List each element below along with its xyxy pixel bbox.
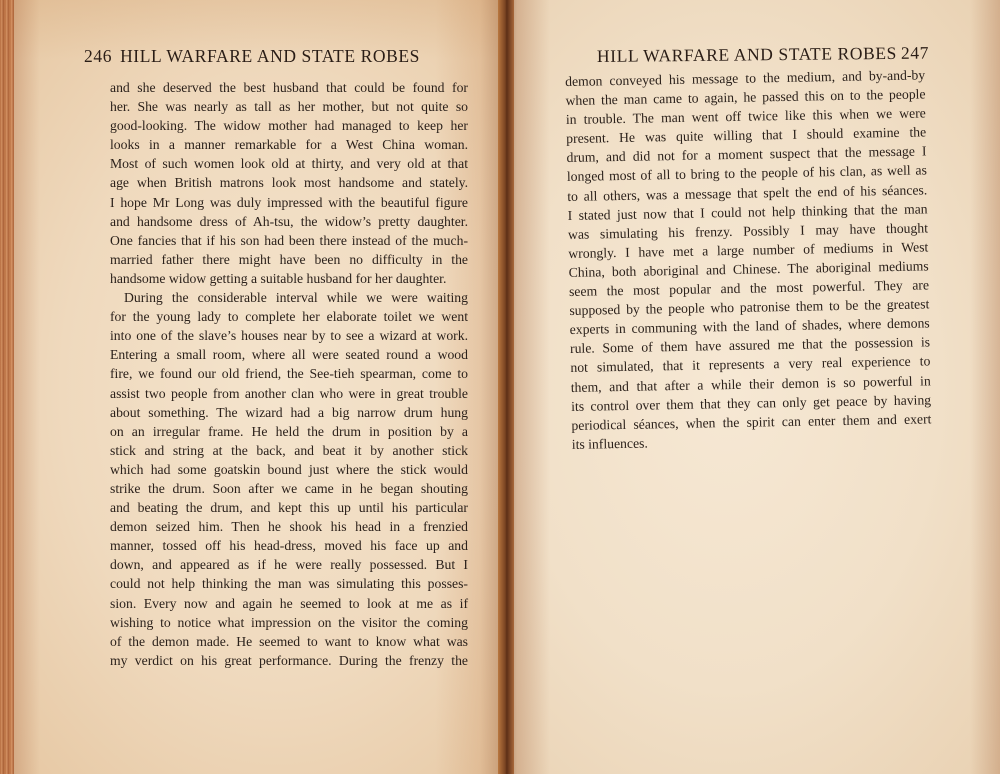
text-line: about something. The wizard had a big narrow drum hung (110, 404, 468, 420)
text-line: them, and that after a while their demon is so powerful in (570, 372, 931, 395)
text-line: During the considerable interval while we were waiting (124, 290, 468, 306)
text-line: age when British matrons look most handsome and stately. (110, 175, 468, 191)
text-line: its control over them that they can only get peace by having (570, 391, 932, 414)
text-line: its influences. (571, 435, 648, 452)
text-line: good-looking. The widow mother had managed to keep her (110, 118, 468, 134)
text-line: I hope Mr Long was duly impressed with the beautiful figure (110, 194, 468, 210)
text-line: into one of the slave’s houses near by to see a wizard at work. (110, 328, 468, 344)
text-line: seem the most popular and the most powerful. They are (568, 277, 930, 299)
text-line: demon conveyed his message to the medium, and by-and-by (565, 67, 926, 89)
text-line: rule. Some of them have assured me that the possession is (569, 334, 931, 357)
text-line: stick and string at the back, and beat it by another stick (110, 442, 468, 458)
text-line: not simulated, that it represents a very real experience to (570, 353, 931, 376)
text-line: Most of such women look old at thirty, and very old at that (110, 156, 468, 172)
text-line: my verdict on his great performance. During the frenzy the (110, 652, 468, 668)
text-line: looks in a manner remarkable for a West China woman. (110, 137, 468, 153)
text-line: experts in communing with the land of shades, where demons (569, 315, 930, 338)
text-line: longed most of all to bring to the people of his clan, as well as (566, 162, 928, 185)
left-page-number: 246 (84, 46, 113, 66)
text-line: strike the drum. Soon after we came in he began shouting (110, 480, 468, 496)
text-line: which had some goatskin bound just where the stick would (110, 461, 468, 477)
text-line: present. He was quite willing that I should examine the (566, 124, 927, 147)
text-line: for the young lady to complete her elaborate toilet we went (110, 309, 468, 325)
page-edges (0, 0, 14, 774)
right-page-body (565, 65, 932, 453)
right-page-header (597, 43, 929, 67)
text-line: One fancies that if his son had been there instead of the much- (110, 232, 468, 248)
text-line: of the demon made. He seemed to want to know what was (110, 633, 468, 649)
left-running-head: HILL WARFARE AND STATE ROBES (120, 46, 421, 66)
text-line: demon seized him. Then he shook his head in a frenzied (110, 519, 468, 535)
text-line: in trouble. The man went off twice like this when we were (565, 105, 926, 128)
text-line: assist two people from another clan who were in great trouble (110, 385, 468, 401)
text-line: her. She was nearly as tall as her mother, but not quite so (110, 99, 468, 115)
text-line: periodical séances, when the spirit can enter them and exert (571, 411, 932, 433)
text-line: fire, we found our old friend, the See-tieh spearman, come to (110, 366, 468, 382)
text-line: handsome widow getting a suitable husband for her daughter. (110, 270, 447, 286)
text-line: drum, and did not for a moment suspect that the message I (566, 143, 927, 166)
book-gutter (498, 0, 514, 774)
left-page-body (110, 78, 468, 670)
text-line: and she deserved the best husband that could be found for (110, 80, 468, 95)
text-line: manner, tossed off his head-dress, moved his face up and (110, 538, 468, 554)
text-line: sion. Every now and again he seemed to look at me as if (110, 595, 468, 611)
text-line: on an irregular frame. He held the drum in position by a (110, 423, 468, 439)
text-line: wishing to notice what impression on the visitor the coming (110, 614, 468, 630)
right-page (505, 0, 1000, 774)
text-line: down, and appeared as if he were really possessed. But I (110, 557, 468, 573)
text-line: Entering a small room, where all were seated round a wood (110, 347, 468, 363)
text-line: wrongly. I have met a large number of mediums in West (568, 239, 929, 261)
text-line: was simulating his frenzy. Possibly I may have thought (567, 220, 929, 242)
right-running-head: HILL WARFARE AND STATE ROBES (596, 42, 898, 66)
text-line: could not help thinking the man was simulating this posses- (110, 576, 468, 592)
text-line: supposed by the people who patronise them to be the greatest (569, 296, 930, 319)
text-line: to all others, was a message that spelt the end of his séances. (567, 181, 928, 204)
text-line: I stated just now that I could not help thinking that the man (567, 201, 928, 223)
text-line: and handsome dress of Ah-tsu, the widow’s pretty daughter. (110, 213, 468, 229)
text-line: when the man came to again, he passed this on to the people (565, 86, 926, 109)
left-page-header (84, 46, 420, 67)
text-line: married father there might have been no difficulty in the (110, 251, 468, 267)
text-line: and beating the drum, and kept this up until his particular (110, 500, 468, 516)
text-line: China, both aboriginal and Chinese. The aboriginal mediums (568, 258, 929, 280)
right-page-number: 247 (900, 42, 930, 63)
